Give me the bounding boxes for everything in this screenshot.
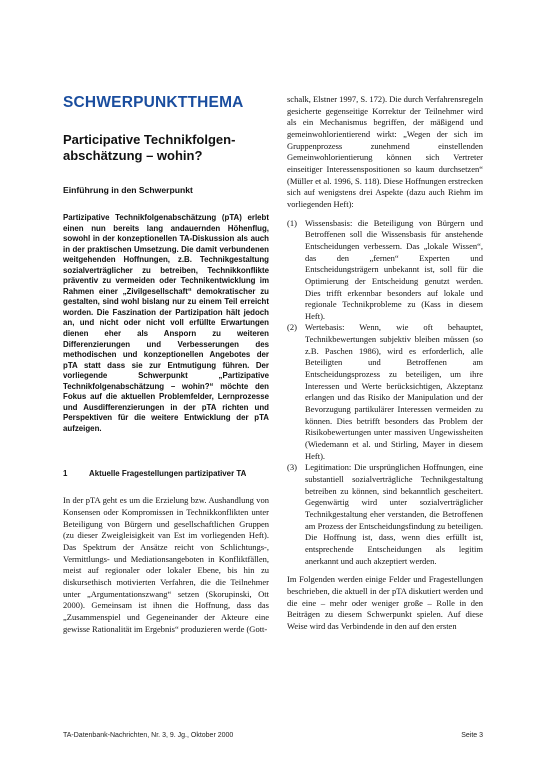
list-item — [287, 218, 483, 323]
article-subtitle: Einführung in den Schwerpunkt — [63, 185, 193, 195]
page-number: Seite 3 — [461, 732, 483, 739]
abstract: Partizipative Technikfolgenabschätzung (pTA) erlebt einen nun bereits lang andauernden Höhenflug, sowohl in der konzeptionellen TA-Diskussion als auch in der praktischen Umsetzung. Die damit verbundenen weitgehenden Hoffnungen, z.B. Technikgestaltung sozialverträglicher zu betreiben, Technikkonflikte präventiv zu vermeiden oder Technikentwicklung im Rahmen einer „Zivilgesellschaft“ demokratischer zu gestalten, sind wohl bislang nur zu einem Teil erreicht worden. Die Faszination der Partizipation hält jedoch an, und nicht oder nicht voll erfüllte Erwartungen dienen eher als Ansporn zu weiteren Differenzierungen und Verbesserungen des methodischen und konzeptionellen Angebotes der pTA statt dass sie zur Entmutigung führen. Der vorliegende Schwerpunkt „Partizipative Technikfolgenabschätzung – wohin?“ möchte den Fokus auf die aktuellen Problemfelder, Lernprozesse und Ausdifferenzierungen in der pTA richten und Perspektiven für die weitere Entwicklung der pTA aufzeigen. — [63, 213, 269, 433]
footer-journal: TA-Datenbank-Nachrichten, Nr. 3, 9. Jg., Oktober 2000 — [63, 732, 234, 739]
page-footer — [63, 732, 483, 739]
list-marker: (1) — [287, 217, 297, 228]
list-item — [287, 322, 483, 462]
body-paragraph-closing: Im Folgenden werden einige Felder und Fragestellungen beschrieben, die aktuell in der pTA diskutiert werden und die eine – mehr oder weniger große – Rolle in den Beiträgen zu diesem Schwerpunkt spielen. Auf diese Weise wird das Verbindende in den auf den ersten — [287, 574, 483, 631]
body-paragraph: In der pTA geht es um die Erzielung bzw. Aushandlung von Konsensen oder Kompromissen in Technikkonflikten unter Beteiligung von Bürgern und gesellschaftlichen Gruppen (zu dieser Zweigleisigkeit van Est im vorliegenden Heft). Das Spektrum der Ansätze reicht von Schlichtungs-, Vermittlungs- und Mediationsangeboten in Konfliktfällen, meist auf regionaler oder lokaler Ebene, bis hin zu diskursethisch motivierten Verfahren, die die Teilnehmer unter „Argumentationszwang“ setzen (Skorupinski, Ott 2000). Gemeinsam ist ihnen die Hoffnung, dass das „Zusammenspiel und Gegeneinander der Akteure eine gewisse Rationalität im Ergebnis“ produzieren werde (Gott- — [63, 495, 269, 634]
left-column — [63, 94, 269, 635]
list-marker: (3) — [287, 462, 297, 473]
body-paragraph-continued: schalk, Elstner 1997, S. 172). Die durch Verfahrensregeln gesicherte gegenseitige Korrektur der Teilnehmer wird als ein Mechanismus begriffen, der mäßigend und gemeinwohlorientierend wirkt: „Wegen der sich im Gruppenprozess zunehmend einstellenden Gemeinwohlorientierung können sich Vertreter einseitiger Interessenspositionen so kaum durchsetzen“ (Müller et al. 1996, S. 118). Diese Hoffnungen erstrecken sich auf wenigstens drei Aspekte (dazu auch Riehm im vorliegenden Heft): — [287, 94, 483, 209]
list-text: Wissensbasis: die Beteiligung von Bürgern und Betroffenen soll die Wissensbasis für anstehende Entscheidungen verbessern. Das „lokale Wissen“, das den „fernen“ Experten und Entscheidungsträgern unbekannt ist, soll für die Optimierung der Entscheidung genutzt werden. Dies trifft erkennbar besonders auf lokale und regionale Technikprobleme zu (Kass in diesem Heft). — [305, 217, 483, 321]
list-marker: (2) — [287, 322, 297, 333]
aspect-list — [287, 218, 483, 568]
right-column — [287, 94, 483, 633]
section-heading-text: Aktuelle Fragestellungen partizipativer TA — [89, 469, 247, 479]
article-title: Participative Technikfolgen-abschätzung – wohin? — [63, 132, 236, 163]
section-tag: SCHWERPUNKTTHEMA — [63, 94, 244, 111]
list-text: Wertebasis: Wenn, wie oft behauptet, Technikbewertungen subjektiv bleiben müssen (so z.B. Paschen 1986), wird es erforderlich, alle Beteiligten und Betroffenen am Entscheidungsprozess zu beteiligen, um ihre Interessen und Werte berücksichtigen, Akzeptanz erlangen und das Risiko der Manipulation und der Bevorzugung partikulärer Interessen vermeiden zu können. Dies betrifft besonders das Problem der Risikobewertungen unter massiven Ungewissheiten (Wiedemann et al. und Stirling, Mayer in diesem Heft). — [305, 322, 483, 461]
section-heading — [63, 468, 269, 479]
list-item — [287, 462, 483, 567]
list-text: Legitimation: Die ursprünglichen Hoffnungen, eine substantiell sozialverträgliche Technikgestaltung betreiben zu können, sind bekanntlich gescheitert. Gegenwärtig wird unter sozialverträglicher Technikgestaltung eher verstanden, die Betroffenen am Prozess der Entscheidungsfindung zu beteiligen. Die Hoffnung ist, dass, wenn dies erfüllt ist, entsprechende Entscheidungen als legitim anerkannt und auch akzeptiert werden. — [305, 462, 483, 566]
section-number: 1 — [63, 469, 68, 479]
